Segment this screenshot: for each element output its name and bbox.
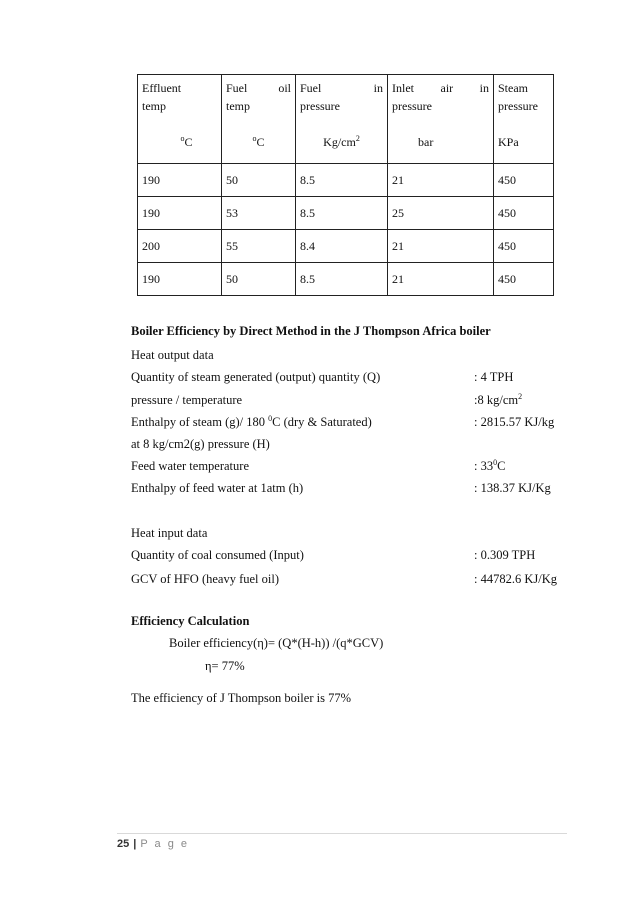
header-text: temp [142, 99, 166, 113]
page-label: P a g e [140, 838, 189, 850]
label-text: Enthalpy of steam (g)/ 180 [131, 415, 269, 429]
table-cell: 53 [222, 197, 296, 230]
table-cell: 200 [138, 230, 222, 263]
table-row [138, 263, 554, 296]
value-text: C [497, 459, 506, 473]
value-pressure-temperature [474, 393, 522, 408]
header-effluent-temp [138, 75, 222, 164]
table-cell: 8.5 [296, 164, 388, 197]
page-footer [117, 838, 189, 850]
header-text: air [440, 81, 454, 95]
table-cell: 190 [138, 164, 222, 197]
header-text: oil [278, 81, 291, 95]
value-gcv-hfo: : 44782.6 KJ/Kg [474, 572, 557, 586]
table-row [138, 197, 554, 230]
header-text: pressure [392, 99, 432, 113]
table-cell: 21 [388, 230, 494, 263]
formula-efficiency: Boiler efficiency(η)= (Q*(H-h)) /(q*GCV) [169, 636, 384, 650]
table-cell: 50 [222, 263, 296, 296]
subheading-heat-output: Heat output data [131, 348, 214, 362]
conclusion-text: The efficiency of J Thompson boiler is 77% [131, 691, 351, 705]
table-cell: 50 [222, 164, 296, 197]
header-text: in [479, 81, 489, 95]
table-cell: 25 [388, 197, 494, 230]
table-header-row [138, 75, 554, 164]
result-efficiency: η= 77% [205, 659, 245, 673]
label-gcv-hfo: GCV of HFO (heavy fuel oil) [131, 572, 280, 586]
table-cell: 21 [388, 263, 494, 296]
header-text: Inlet [392, 81, 414, 95]
value-steam-enthalpy: : 2815.57 KJ/kg [474, 415, 555, 429]
value-text: : 33 [474, 459, 494, 473]
table-cell: 8.4 [296, 230, 388, 263]
value-sup: 0 [493, 457, 498, 467]
footer-divider [117, 833, 567, 834]
header-text: pressure [300, 99, 340, 113]
label-enthalpy-condition: at 8 kg/cm2(g) pressure (H) [131, 437, 270, 451]
table-cell: 8.5 [296, 197, 388, 230]
label-feed-water-enthalpy: Enthalpy of feed water at 1atm (h) [131, 481, 304, 495]
value-coal-consumed: : 0.309 TPH [474, 548, 536, 562]
unit-text: C [184, 135, 193, 149]
header-fuel-in-pressure [296, 75, 388, 164]
header-text: Fuel [226, 81, 248, 95]
unit-text: C [256, 135, 265, 149]
header-fuel-oil-temp [222, 75, 296, 164]
header-text: temp [226, 99, 250, 113]
value-feed-water-temp [474, 459, 505, 474]
header-text: pressure [498, 99, 538, 113]
label-pressure-temperature: pressure / temperature [131, 393, 243, 407]
table-cell: 8.5 [296, 263, 388, 296]
table-cell: 450 [494, 263, 554, 296]
label-sup: 0 [268, 413, 273, 423]
value-steam-quantity: : 4 TPH [474, 370, 514, 384]
label-coal-consumed: Quantity of coal consumed (Input) [131, 548, 304, 562]
unit-sup: o [252, 134, 257, 143]
label-steam-enthalpy [131, 415, 372, 430]
table-cell: 190 [138, 197, 222, 230]
unit-sup: o [180, 134, 185, 143]
unit-sup: 2 [355, 134, 360, 143]
header-steam-pressure [494, 75, 554, 164]
table-cell: 21 [388, 164, 494, 197]
label-feed-water-temp: Feed water temperature [131, 459, 249, 473]
label-text: C (dry & Saturated) [272, 415, 372, 429]
subheading-heat-input: Heat input data [131, 526, 208, 540]
table-cell: 450 [494, 197, 554, 230]
table-cell: 190 [138, 263, 222, 296]
unit-text: Kg/cm [323, 135, 356, 149]
value-feed-water-enthalpy: : 138.37 KJ/Kg [474, 481, 551, 495]
label-steam-quantity: Quantity of steam generated (output) quantity (Q) [131, 370, 381, 384]
boiler-parameters-table [137, 74, 554, 296]
value-sup: 2 [518, 391, 523, 401]
header-text: Steam [498, 81, 528, 95]
unit-text: KPa [498, 135, 519, 149]
header-text: in [373, 81, 383, 95]
footer-separator: | [133, 838, 137, 850]
header-inlet-air-pressure [388, 75, 494, 164]
table-cell: 450 [494, 230, 554, 263]
header-text: Effluent [142, 81, 182, 95]
table-cell: 55 [222, 230, 296, 263]
table-cell: 450 [494, 164, 554, 197]
table-row [138, 164, 554, 197]
page-number: 25 [117, 838, 130, 850]
header-text: Fuel [300, 81, 322, 95]
section-heading-direct-method: Boiler Efficiency by Direct Method in the J Thompson Africa boiler [131, 324, 491, 338]
value-text: :8 kg/cm [474, 393, 519, 407]
unit-text: bar [418, 135, 434, 149]
table-row [138, 230, 554, 263]
section-heading-efficiency: Efficiency Calculation [131, 614, 250, 628]
